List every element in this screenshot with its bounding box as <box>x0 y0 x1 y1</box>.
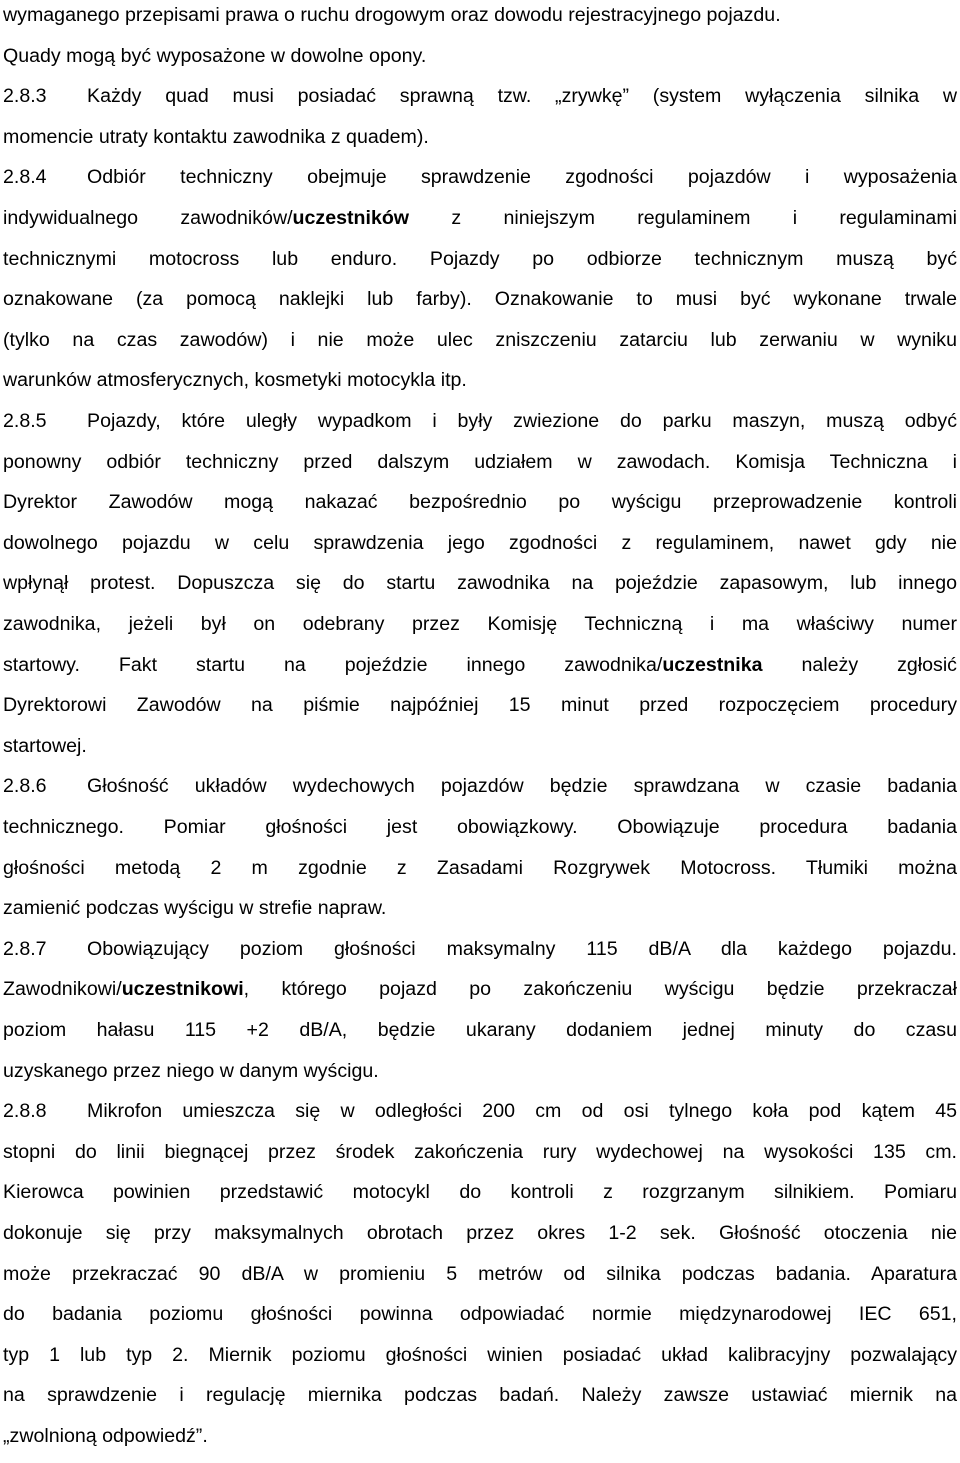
text-line <box>3 2 957 28</box>
section-number: 2.8.6 <box>3 775 47 798</box>
text-segment: może przekraczać 90 dB/A w promieniu 5 metrów od silnika podczas badania. Aparatura <box>3 1262 957 1285</box>
text-segment: Odbiór techniczny obejmuje sprawdzenie zgodności pojazdów i wyposażenia <box>87 166 957 189</box>
text-line <box>3 1220 957 1246</box>
text-segment: wymaganego przepisami prawa o ruchu drogowym oraz dowodu rejestracyjnego pojazdu. <box>3 4 781 26</box>
text-segment: typ 1 lub typ 2. Miernik poziomu głośności winien posiadać układ kalibracyjny pozwalający <box>3 1343 957 1366</box>
text-segment: Kierowca powinien przedstawić motocykl do kontroli z rozgrzanym silnikiem. Pomiaru <box>3 1181 957 1204</box>
text-line <box>3 570 957 596</box>
text-line <box>3 895 957 921</box>
text-line <box>3 976 957 1002</box>
text-line <box>3 1017 957 1043</box>
text-segment: zamienić podczas wyścigu w strefie napraw. <box>3 897 387 920</box>
text-line <box>3 692 957 718</box>
text-segment: startowy. Fakt startu na pojeździe innego zawodnika/ <box>3 653 663 676</box>
text-line <box>3 124 957 150</box>
text-segment: (tylko na czas zawodów) i nie może ulec zniszczeniu zatarciu lub zerwaniu w wyniku <box>3 328 957 351</box>
text-segment: do badania poziomu głośności powinna odpowiadać normie międzynarodowej IEC 651, <box>3 1303 957 1326</box>
section-line <box>3 773 957 799</box>
text-segment: indywidualnego zawodników/ <box>3 207 293 229</box>
section-line <box>3 83 957 109</box>
text-segment: Zawodnikowi/ <box>3 978 122 1001</box>
text-segment: technicznymi motocross lub enduro. Pojazdy po odbiorze technicznym muszą być <box>3 247 957 270</box>
section-number: 2.8.4 <box>3 166 47 189</box>
bold-text: uczestnika <box>662 653 763 676</box>
text-segment: zawodnika, jeżeli był on odebrany przez Komisję Techniczną i ma właściwy numer <box>3 613 957 635</box>
text-segment: Quady mogą być wyposażone w dowolne opony. <box>3 44 427 67</box>
text-segment: poziom hałasu 115 +2 dB/A, będzie ukarany dodaniem jednej minuty do czasu <box>3 1019 957 1041</box>
text-line <box>3 1058 957 1084</box>
text-segment: Dyrektorowi Zawodów na piśmie najpóźniej 15 minut przed rozpoczęciem procedury <box>3 694 957 717</box>
text-line <box>3 1301 957 1327</box>
text-segment: oznakowane (za pomocą naklejki lub farby). Oznakowanie to musi być wykonane trwale <box>3 288 957 311</box>
text-line <box>3 1179 957 1205</box>
text-line <box>3 652 957 678</box>
text-segment: startowej. <box>3 734 87 757</box>
text-line <box>3 205 957 231</box>
text-line <box>3 367 957 393</box>
section-number: 2.8.8 <box>3 1100 47 1123</box>
text-segment: należy zgłosić <box>762 653 957 676</box>
text-segment: stopni do linii biegnącej przez środek zakończenia rury wydechowej na wysokości 135 cm. <box>3 1140 957 1163</box>
text-line <box>3 611 957 637</box>
text-segment: ponowny odbiór techniczny przed dalszym udziałem w zawodach. Komisja Techniczna i <box>3 450 957 473</box>
text-segment: „zwolnioną odpowiedź”. <box>3 1425 208 1447</box>
section-number: 2.8.7 <box>3 937 47 960</box>
text-line <box>3 286 957 312</box>
text-line <box>3 733 957 759</box>
text-line <box>3 855 957 881</box>
text-segment: uzyskanego przez niego w danym wyścigu. <box>3 1059 379 1082</box>
section-number: 2.8.5 <box>3 410 47 432</box>
section-line <box>3 408 957 434</box>
text-line <box>3 1423 957 1449</box>
section-line <box>3 1098 957 1124</box>
text-segment: momencie utraty kontaktu zawodnika z quadem). <box>3 125 429 148</box>
text-line <box>3 449 957 475</box>
text-segment: Obowiązujący poziom głośności maksymalny 115 dB/A dla każdego pojazdu. <box>87 937 957 960</box>
text-line <box>3 1261 957 1287</box>
text-segment: warunków atmosferycznych, kosmetyki motocykla itp. <box>3 369 467 392</box>
text-line <box>3 530 957 556</box>
text-line <box>3 814 957 840</box>
text-line <box>3 1139 957 1165</box>
text-segment: , którego pojazd po zakończeniu wyścigu będzie przekraczał <box>243 978 957 1001</box>
section-line <box>3 164 957 190</box>
text-segment: Każdy quad musi posiadać sprawną tzw. „zrywkę” (system wyłączenia silnika w <box>87 85 957 108</box>
text-segment: Dyrektor Zawodów mogą nakazać bezpośrednio po wyścigu przeprowadzenie kontroli <box>3 491 957 514</box>
bold-text: uczestnikowi <box>121 978 244 1001</box>
text-segment: wpłynął protest. Dopuszcza się do startu zawodnika na pojeździe zapasowym, lub innego <box>3 572 957 595</box>
text-line <box>3 327 957 353</box>
bold-text: uczestników <box>292 207 410 229</box>
text-segment: dowolnego pojazdu w celu sprawdzenia jego zgodności z regulaminem, nawet gdy nie <box>3 531 957 554</box>
text-segment: Pojazdy, które uległy wypadkom i były zwiezione do parku maszyn, muszą odbyć <box>87 410 957 432</box>
text-segment: Mikrofon umieszcza się w odległości 200 cm od osi tylnego koła pod kątem 45 <box>87 1100 957 1123</box>
section-line <box>3 936 957 962</box>
text-segment: głośności metodą 2 m zgodnie z Zasadami Rozgrywek Motocross. Tłumiki można <box>3 856 957 879</box>
text-segment: na sprawdzenie i regulację miernika podczas badań. Należy zawsze ustawiać miernik na <box>3 1384 957 1407</box>
text-line <box>3 246 957 272</box>
text-line <box>3 43 957 69</box>
text-line <box>3 489 957 515</box>
text-segment: technicznego. Pomiar głośności jest obowiązkowy. Obowiązuje procedura badania <box>3 816 957 838</box>
text-line <box>3 1342 957 1368</box>
text-segment: Głośność układów wydechowych pojazdów będzie sprawdzana w czasie badania <box>87 775 957 798</box>
text-segment: dokonuje się przy maksymalnych obrotach przez okres 1-2 sek. Głośność otoczenia nie <box>3 1222 957 1244</box>
text-line <box>3 1382 957 1408</box>
text-segment: z niniejszym regulaminem i regulaminami <box>409 207 957 229</box>
section-number: 2.8.3 <box>3 85 47 108</box>
